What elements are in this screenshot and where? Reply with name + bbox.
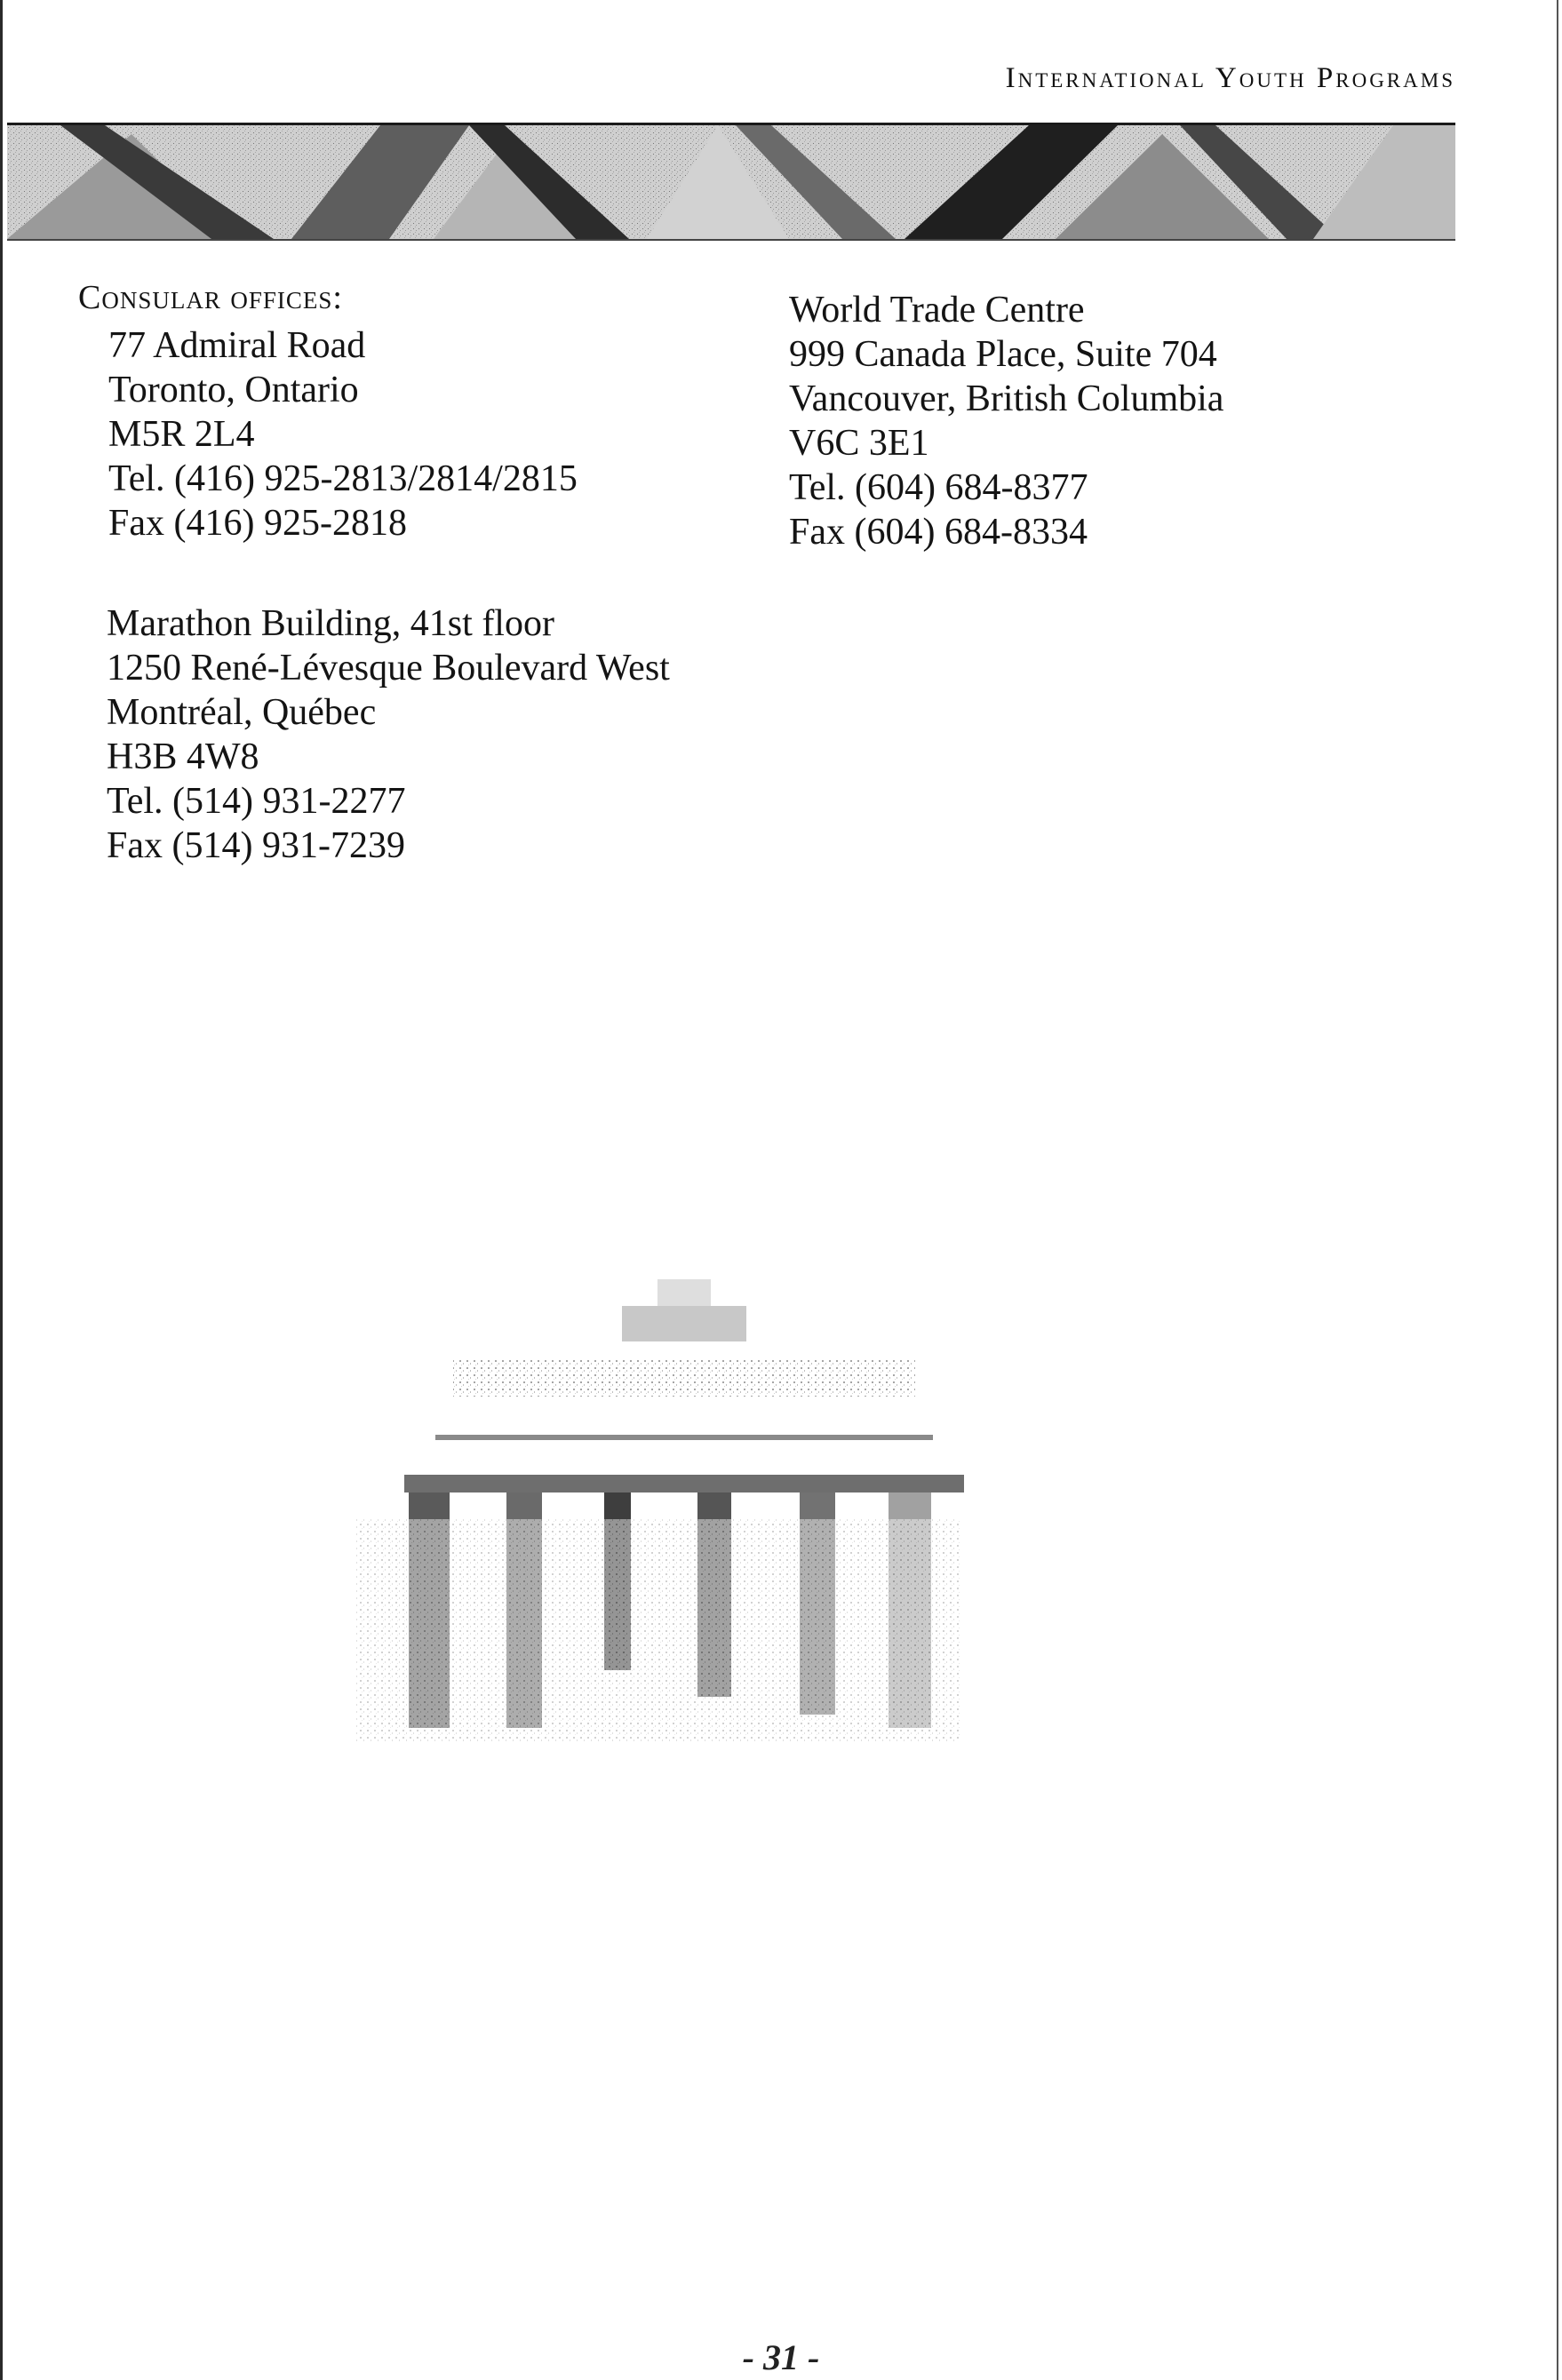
address-line: World Trade Centre — [789, 290, 1085, 330]
address-line: Montréal, Québec — [107, 692, 377, 733]
postal-code: H3B 4W8 — [107, 736, 259, 777]
montreal-office-address — [107, 601, 670, 868]
address-line: Vancouver, British Columbia — [789, 378, 1224, 419]
page-number: - 31 - — [742, 2337, 820, 2377]
address-line: Marathon Building, 41st floor — [107, 603, 554, 644]
page-left-edge — [0, 0, 3, 2380]
postal-code: V6C 3E1 — [789, 423, 929, 464]
fax: Fax (514) 931-7239 — [107, 825, 405, 866]
postal-code: M5R 2L4 — [108, 414, 255, 455]
fax: Fax (604) 684-8334 — [789, 512, 1088, 553]
brandenburg-gate-illustration-icon — [302, 1253, 1066, 1772]
telephone: Tel. (514) 931-2277 — [107, 781, 406, 822]
address-line: Toronto, Ontario — [108, 370, 359, 410]
telephone: Tel. (416) 925-2813/2814/2815 — [108, 458, 578, 499]
telephone: Tel. (604) 684-8377 — [789, 467, 1088, 508]
geometric-collage-banner-icon — [7, 123, 1455, 241]
running-title: International Youth Programs — [1005, 62, 1455, 94]
address-line: 1250 René-Lévesque Boulevard West — [107, 648, 670, 689]
page-right-edge — [1557, 0, 1558, 2380]
consular-offices-heading: Consular offices: — [78, 279, 343, 316]
vancouver-office-address — [789, 288, 1223, 554]
fax: Fax (416) 925-2818 — [108, 503, 407, 544]
address-line: 999 Canada Place, Suite 704 — [789, 334, 1217, 375]
toronto-office-address — [108, 323, 578, 545]
address-line: 77 Admiral Road — [108, 325, 366, 366]
